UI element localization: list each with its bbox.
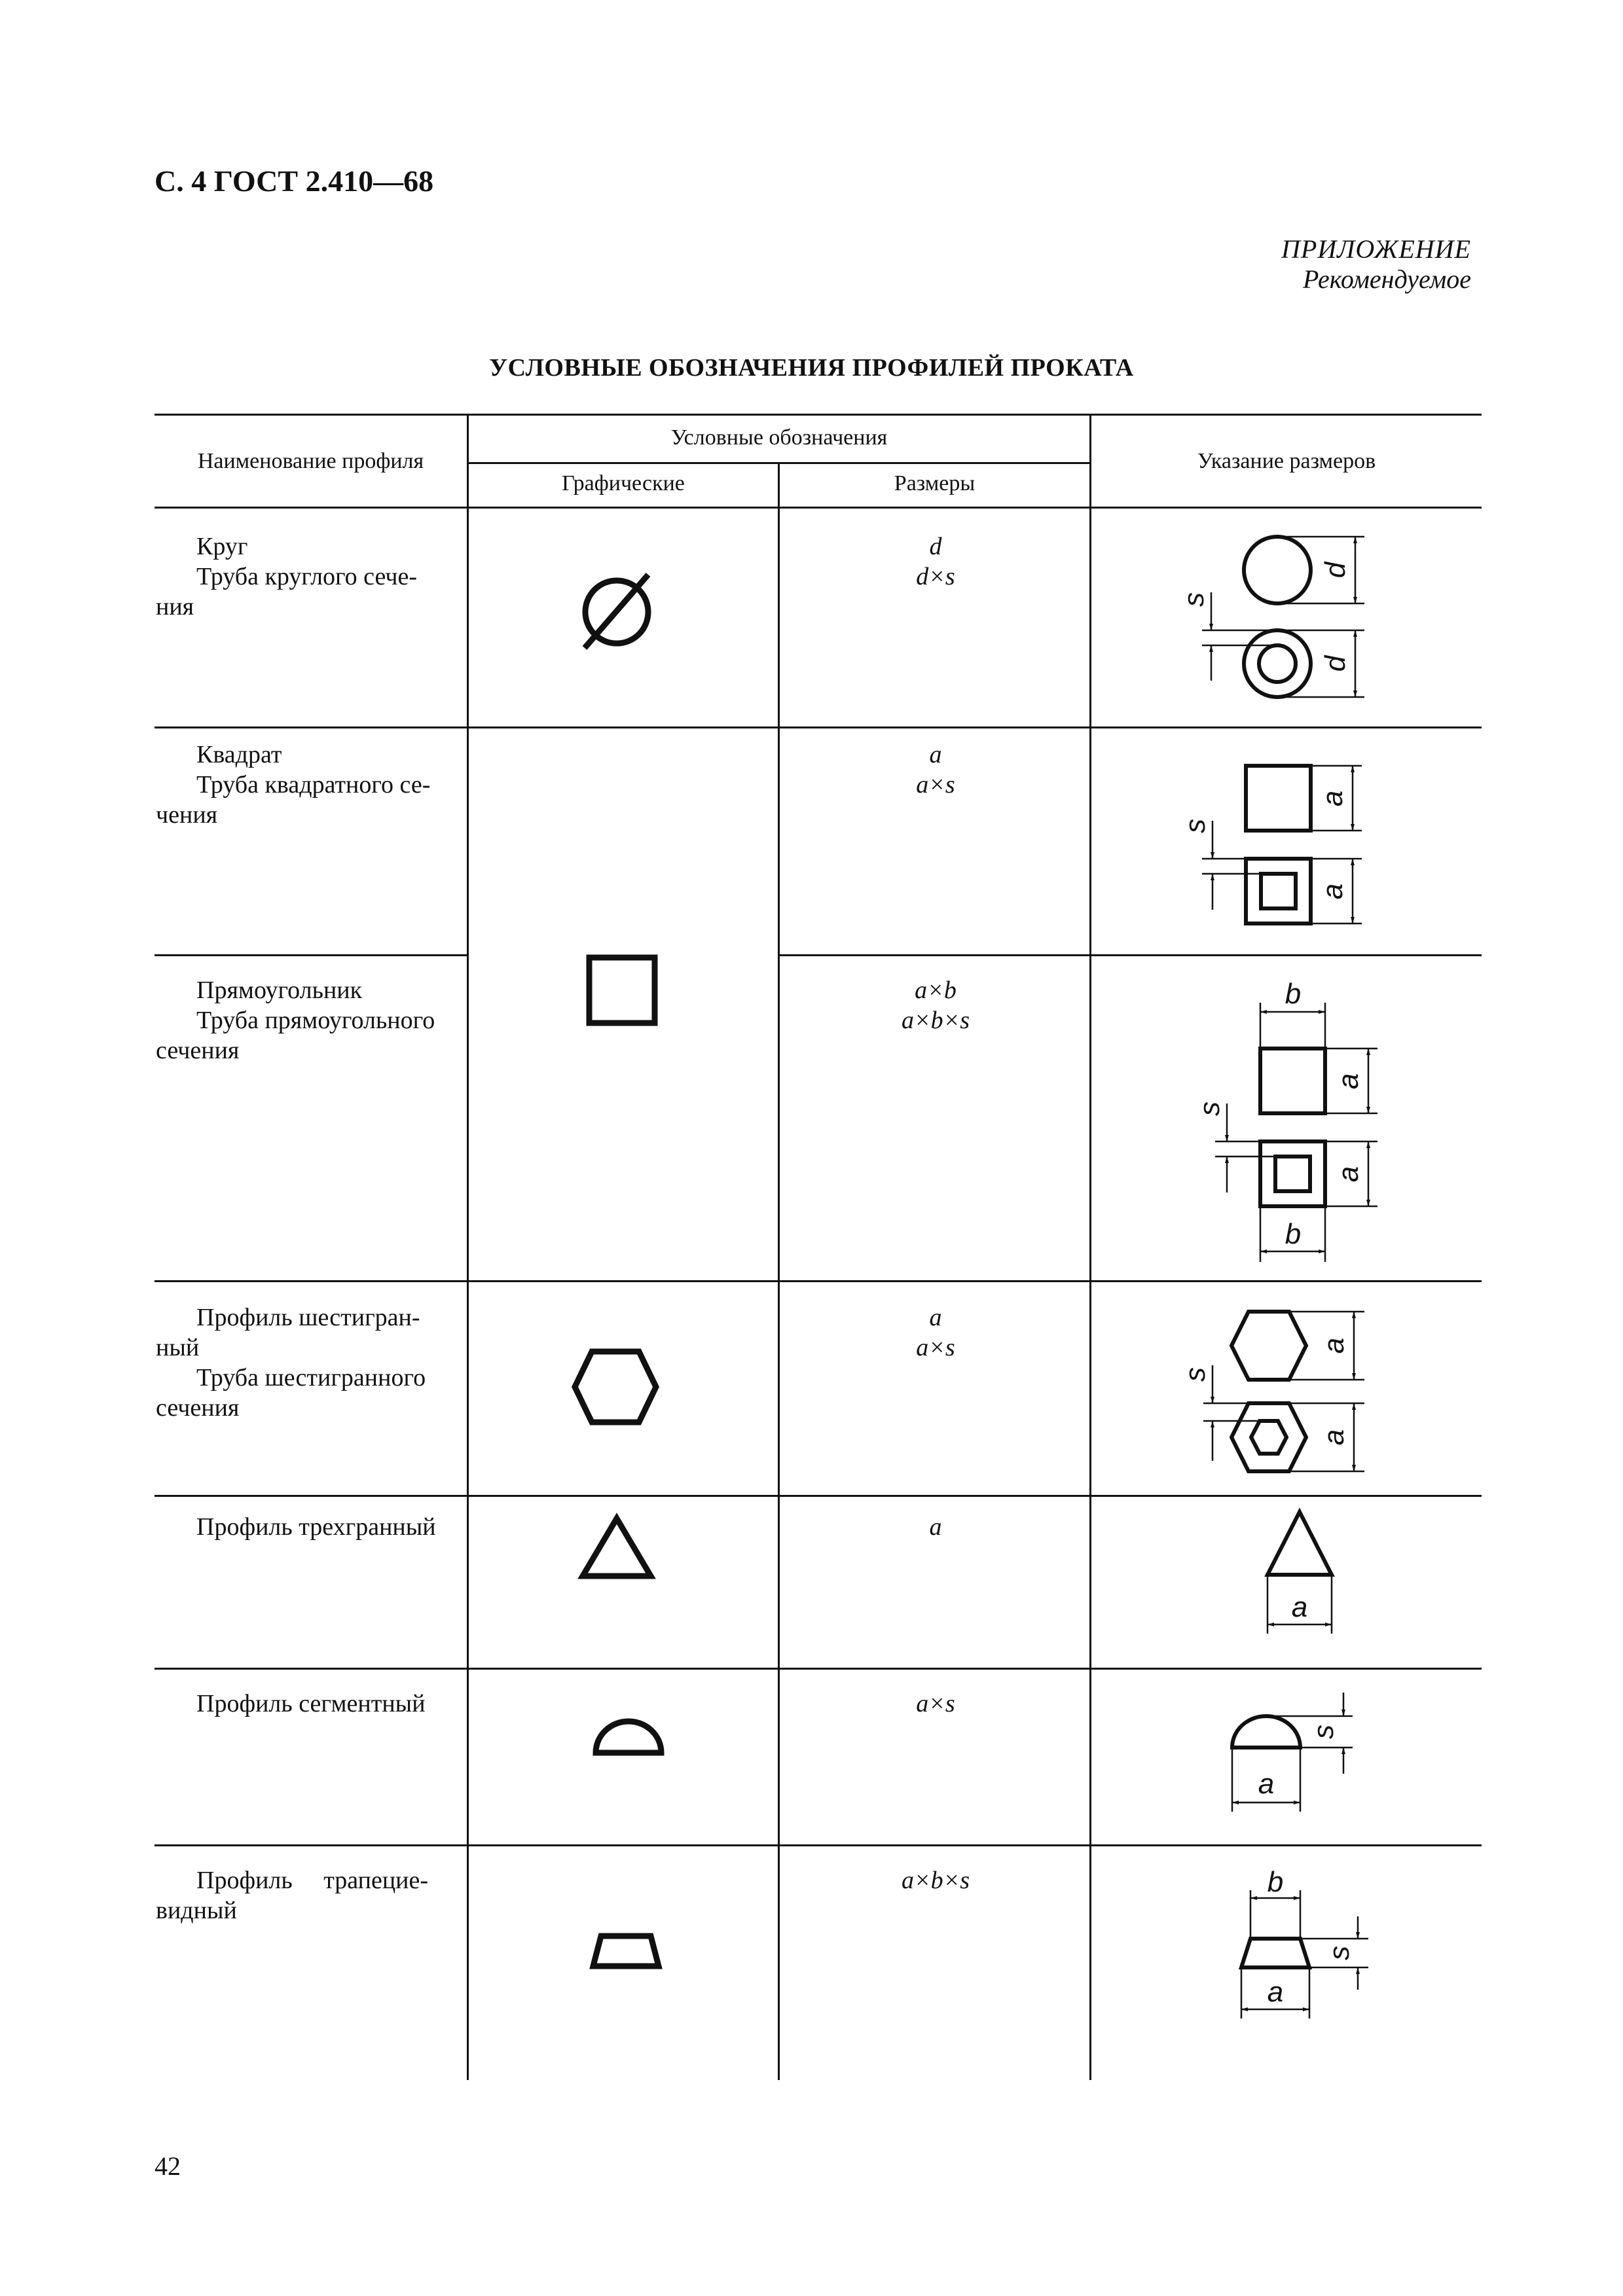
dim-label-s: s	[1178, 592, 1210, 607]
dimension-drawing-trapezoid	[1241, 1866, 1368, 2018]
dim-label-s: s	[1179, 1367, 1211, 1382]
dimension-drawing-triangle	[1267, 1512, 1332, 1634]
dim-label-a: a	[1317, 790, 1349, 807]
dim-label-s: s	[1323, 1946, 1355, 1960]
dim-label-s: s	[1307, 1725, 1340, 1739]
dim-label-a: a	[1258, 1768, 1275, 1800]
dim-label-a: a	[1332, 1166, 1364, 1183]
dim-label-s: s	[1194, 1102, 1226, 1116]
profile-name: Профиль трапецие- видный	[156, 1867, 429, 1924]
header-profile-name: Наименование профиля	[197, 449, 424, 473]
dim-label-d: d	[1319, 655, 1351, 672]
dimension-drawing-segment	[1232, 1693, 1353, 1812]
dimension-drawing-rectangle	[1194, 978, 1377, 1262]
profile-size: a	[929, 1513, 942, 1541]
profile-size: a a×s	[916, 741, 955, 798]
profile-size: a×s	[916, 1690, 955, 1717]
profile-name: Квадрат Труба квадратного се- чения	[156, 741, 431, 829]
header-sizes: Размеры	[894, 471, 976, 495]
document-title: УСЛОВНЫЕ ОБОЗНАЧЕНИЯ ПРОФИЛЕЙ ПРОКАТА	[489, 354, 1134, 382]
dim-label-b: b	[1285, 1218, 1302, 1250]
header-graphic: Графические	[562, 471, 685, 495]
profile-name: Профиль шестигран- ный Труба шестигранного сечения	[156, 1304, 426, 1422]
profile-name: Прямоугольник Труба прямоугольного сечения	[156, 977, 435, 1064]
dim-label-d: d	[1319, 562, 1351, 579]
dim-label-a: a	[1332, 1073, 1364, 1090]
dimension-drawing-circle	[1178, 537, 1364, 697]
header-symbols: Условные обозначения	[670, 425, 888, 450]
header-dimensions: Указание размеров	[1197, 449, 1376, 473]
profile-name: Круг Труба круглого сече- ния	[156, 533, 418, 620]
appendix-status: Рекомендуемое	[1302, 264, 1471, 294]
dim-label-a: a	[1291, 1591, 1308, 1623]
appendix-label: ПРИЛОЖЕНИЕ	[1281, 234, 1471, 264]
profile-size: a×b a×b×s	[901, 977, 970, 1034]
dim-label-a: a	[1317, 883, 1349, 900]
profile-size: a a×s	[916, 1304, 955, 1361]
profile-name: Профиль трехгранный	[196, 1513, 436, 1541]
dimension-drawing-square	[1179, 766, 1362, 924]
dimension-drawing-hexagon	[1179, 1312, 1364, 1471]
profile-size: a×b×s	[901, 1867, 970, 1894]
dim-label-a: a	[1318, 1337, 1350, 1354]
dim-label-s: s	[1179, 819, 1211, 833]
dim-label-b: b	[1267, 1866, 1284, 1898]
dim-label-a: a	[1267, 1976, 1284, 2008]
page-number: 42	[155, 2151, 181, 2181]
dim-label-a: a	[1318, 1429, 1350, 1446]
profile-name: Профиль сегментный	[196, 1690, 426, 1717]
profile-size: d d×s	[916, 533, 955, 590]
dim-label-b: b	[1285, 978, 1302, 1010]
page-header: С. 4 ГОСТ 2.410—68	[155, 164, 434, 198]
